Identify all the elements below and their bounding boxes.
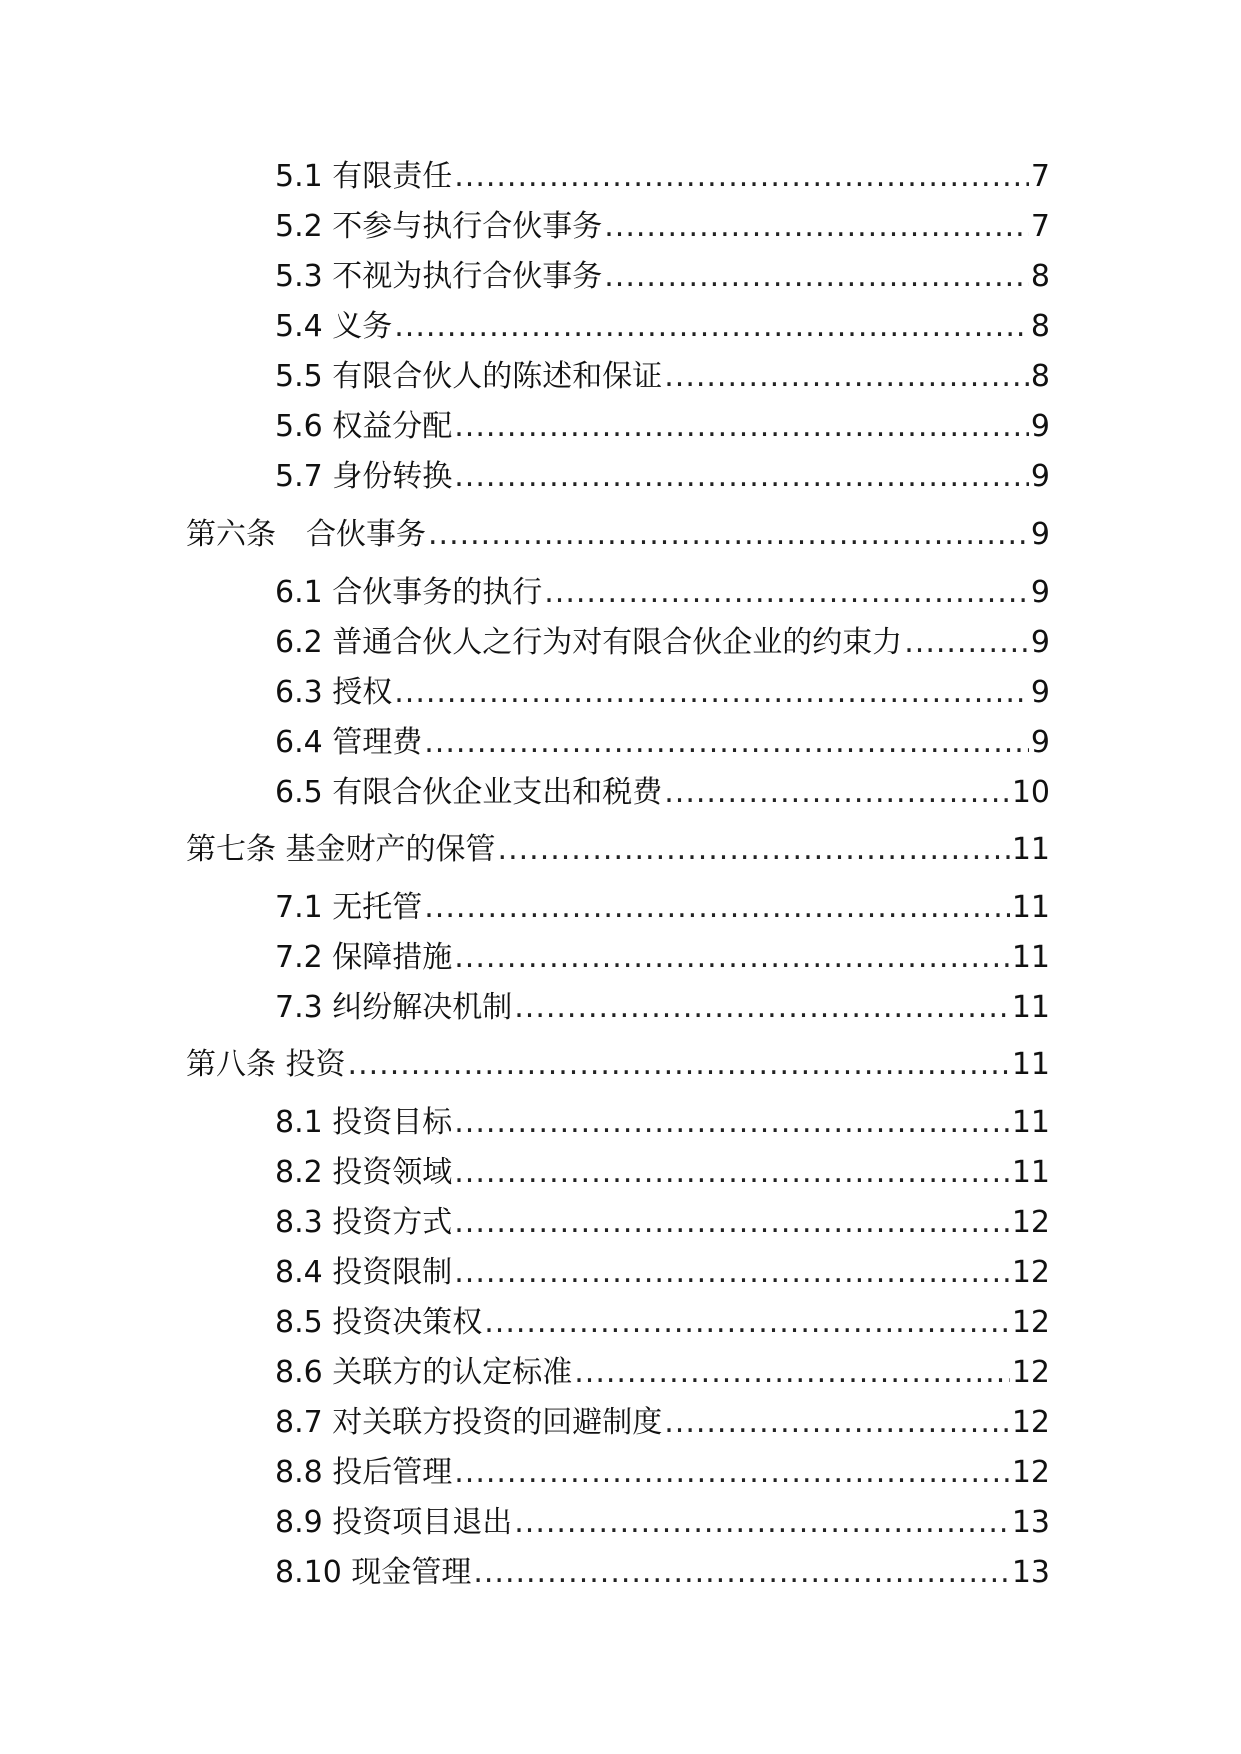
dot-leader bbox=[473, 1551, 1009, 1595]
toc-page-number: 12 bbox=[1011, 1255, 1050, 1290]
toc-page-number: 11 bbox=[1011, 940, 1050, 975]
toc-entry-5-7[interactable] bbox=[275, 455, 1050, 499]
toc-chapter-label: 第六条 合伙事务 bbox=[186, 517, 426, 552]
toc-entry-label: 5.4 义务 bbox=[275, 309, 393, 344]
toc-entry-7-2[interactable] bbox=[275, 936, 1050, 980]
toc-entry-6-2[interactable] bbox=[275, 621, 1050, 665]
dot-leader bbox=[454, 155, 1029, 199]
toc-page-number: 11 bbox=[1011, 1047, 1050, 1082]
toc-page-number: 10 bbox=[1011, 775, 1050, 810]
toc-page-number: 12 bbox=[1011, 1305, 1050, 1340]
toc-page-number: 11 bbox=[1011, 832, 1050, 867]
dot-leader bbox=[454, 1101, 1010, 1145]
toc-page-number: 8 bbox=[1030, 309, 1050, 344]
toc-entry-5-3[interactable] bbox=[275, 255, 1050, 299]
dot-leader bbox=[394, 305, 1029, 349]
toc-page-number: 12 bbox=[1011, 1405, 1050, 1440]
toc-entry-label: 8.9 投资项目退出 bbox=[275, 1505, 513, 1540]
dot-leader bbox=[514, 986, 1010, 1030]
toc-entry-5-4[interactable] bbox=[275, 305, 1050, 349]
dot-leader bbox=[544, 571, 1029, 615]
toc-entry-6-5[interactable] bbox=[275, 771, 1050, 815]
toc-entry-8-7[interactable] bbox=[275, 1401, 1050, 1445]
toc-page-number: 9 bbox=[1030, 409, 1050, 444]
toc-entry-8-2[interactable] bbox=[275, 1151, 1050, 1195]
toc-page-number: 11 bbox=[1011, 890, 1050, 925]
dot-leader bbox=[574, 1351, 1010, 1395]
dot-leader bbox=[424, 721, 1029, 765]
toc-chapter-7[interactable] bbox=[186, 828, 1050, 872]
toc-chapter-label: 第八条 投资 bbox=[186, 1047, 346, 1082]
toc-page-number: 11 bbox=[1011, 990, 1050, 1025]
toc-entry-7-3[interactable] bbox=[275, 986, 1050, 1030]
dot-leader bbox=[348, 1043, 1010, 1087]
toc-entry-label: 8.2 投资领域 bbox=[275, 1155, 453, 1190]
toc-entry-5-6[interactable] bbox=[275, 405, 1050, 449]
dot-leader bbox=[904, 621, 1029, 665]
toc-page-number: 8 bbox=[1030, 359, 1050, 394]
toc-entry-label: 8.5 投资决策权 bbox=[275, 1305, 483, 1340]
dot-leader bbox=[664, 355, 1029, 399]
toc-entry-label: 6.5 有限合伙企业支出和税费 bbox=[275, 775, 663, 810]
toc-entry-label: 5.7 身份转换 bbox=[275, 459, 453, 494]
dot-leader bbox=[454, 1251, 1010, 1295]
toc-page-number: 11 bbox=[1011, 1105, 1050, 1140]
dot-leader bbox=[454, 1201, 1010, 1245]
dot-leader bbox=[454, 455, 1029, 499]
toc-entry-5-1[interactable] bbox=[275, 155, 1050, 199]
toc-entry-8-8[interactable] bbox=[275, 1451, 1050, 1495]
toc-page-number: 12 bbox=[1011, 1205, 1050, 1240]
toc-entry-label: 8.6 关联方的认定标准 bbox=[275, 1355, 573, 1390]
toc-chapter-6[interactable] bbox=[186, 513, 1050, 557]
dot-leader bbox=[454, 1451, 1010, 1495]
dot-leader bbox=[428, 513, 1029, 557]
toc-entry-label: 8.4 投资限制 bbox=[275, 1255, 453, 1290]
toc-chapter-label: 第七条 基金财产的保管 bbox=[186, 832, 496, 867]
toc-entry-label: 5.3 不视为执行合伙事务 bbox=[275, 259, 603, 294]
toc-entry-8-1[interactable] bbox=[275, 1101, 1050, 1145]
toc-entry-label: 5.6 权益分配 bbox=[275, 409, 453, 444]
toc-page-number: 12 bbox=[1011, 1355, 1050, 1390]
toc-entry-5-5[interactable] bbox=[275, 355, 1050, 399]
toc-entry-8-9[interactable] bbox=[275, 1501, 1050, 1545]
toc-entry-6-1[interactable] bbox=[275, 571, 1050, 615]
dot-leader bbox=[664, 1401, 1010, 1445]
toc-entry-label: 7.1 无托管 bbox=[275, 890, 423, 925]
toc-page-number: 12 bbox=[1011, 1455, 1050, 1490]
toc-page-number: 9 bbox=[1030, 575, 1050, 610]
toc-entry-label: 6.1 合伙事务的执行 bbox=[275, 575, 543, 610]
dot-leader bbox=[604, 205, 1029, 249]
toc-entry-label: 8.7 对关联方投资的回避制度 bbox=[275, 1405, 663, 1440]
dot-leader bbox=[454, 1151, 1010, 1195]
toc-entry-label: 8.10 现金管理 bbox=[275, 1555, 472, 1590]
toc-entry-label: 6.2 普通合伙人之行为对有限合伙企业的约束力 bbox=[275, 625, 903, 660]
dot-leader bbox=[454, 936, 1010, 980]
toc-entry-8-10[interactable] bbox=[275, 1551, 1050, 1595]
toc-entry-8-5[interactable] bbox=[275, 1301, 1050, 1345]
dot-leader bbox=[498, 828, 1010, 872]
dot-leader bbox=[394, 671, 1029, 715]
dot-leader bbox=[514, 1501, 1010, 1545]
dot-leader bbox=[454, 405, 1029, 449]
toc-entry-label: 8.1 投资目标 bbox=[275, 1105, 453, 1140]
toc-page-number: 9 bbox=[1030, 625, 1050, 660]
toc-page-number: 9 bbox=[1030, 517, 1050, 552]
toc-page-number: 7 bbox=[1030, 209, 1050, 244]
toc-page-number: 9 bbox=[1030, 459, 1050, 494]
toc-entry-8-6[interactable] bbox=[275, 1351, 1050, 1395]
toc-entry-label: 5.5 有限合伙人的陈述和保证 bbox=[275, 359, 663, 394]
toc-page-number: 13 bbox=[1011, 1555, 1050, 1590]
toc-entry-6-4[interactable] bbox=[275, 721, 1050, 765]
toc-entry-label: 8.8 投后管理 bbox=[275, 1455, 453, 1490]
toc-entry-label: 6.3 授权 bbox=[275, 675, 393, 710]
dot-leader bbox=[664, 771, 1010, 815]
dot-leader bbox=[604, 255, 1029, 299]
toc-entry-5-2[interactable] bbox=[275, 205, 1050, 249]
toc-page-number: 9 bbox=[1030, 725, 1050, 760]
toc-entry-label: 5.1 有限责任 bbox=[275, 159, 453, 194]
toc-page-number: 7 bbox=[1030, 159, 1050, 194]
toc-entry-label: 7.2 保障措施 bbox=[275, 940, 453, 975]
toc-chapter-8[interactable] bbox=[186, 1043, 1050, 1087]
dot-leader bbox=[484, 1301, 1010, 1345]
toc-page-number: 9 bbox=[1030, 675, 1050, 710]
toc-entry-8-3[interactable] bbox=[275, 1201, 1050, 1245]
toc-entry-6-3[interactable] bbox=[275, 671, 1050, 715]
dot-leader bbox=[424, 886, 1010, 930]
toc-entry-label: 8.3 投资方式 bbox=[275, 1205, 453, 1240]
toc-entry-label: 7.3 纠纷解决机制 bbox=[275, 990, 513, 1025]
toc-page-number: 13 bbox=[1011, 1505, 1050, 1540]
toc-entry-8-4[interactable] bbox=[275, 1251, 1050, 1295]
toc-entry-7-1[interactable] bbox=[275, 886, 1050, 930]
toc-entry-label: 5.2 不参与执行合伙事务 bbox=[275, 209, 603, 244]
toc-page-number: 8 bbox=[1030, 259, 1050, 294]
toc-entry-label: 6.4 管理费 bbox=[275, 725, 423, 760]
toc-page-number: 11 bbox=[1011, 1155, 1050, 1190]
